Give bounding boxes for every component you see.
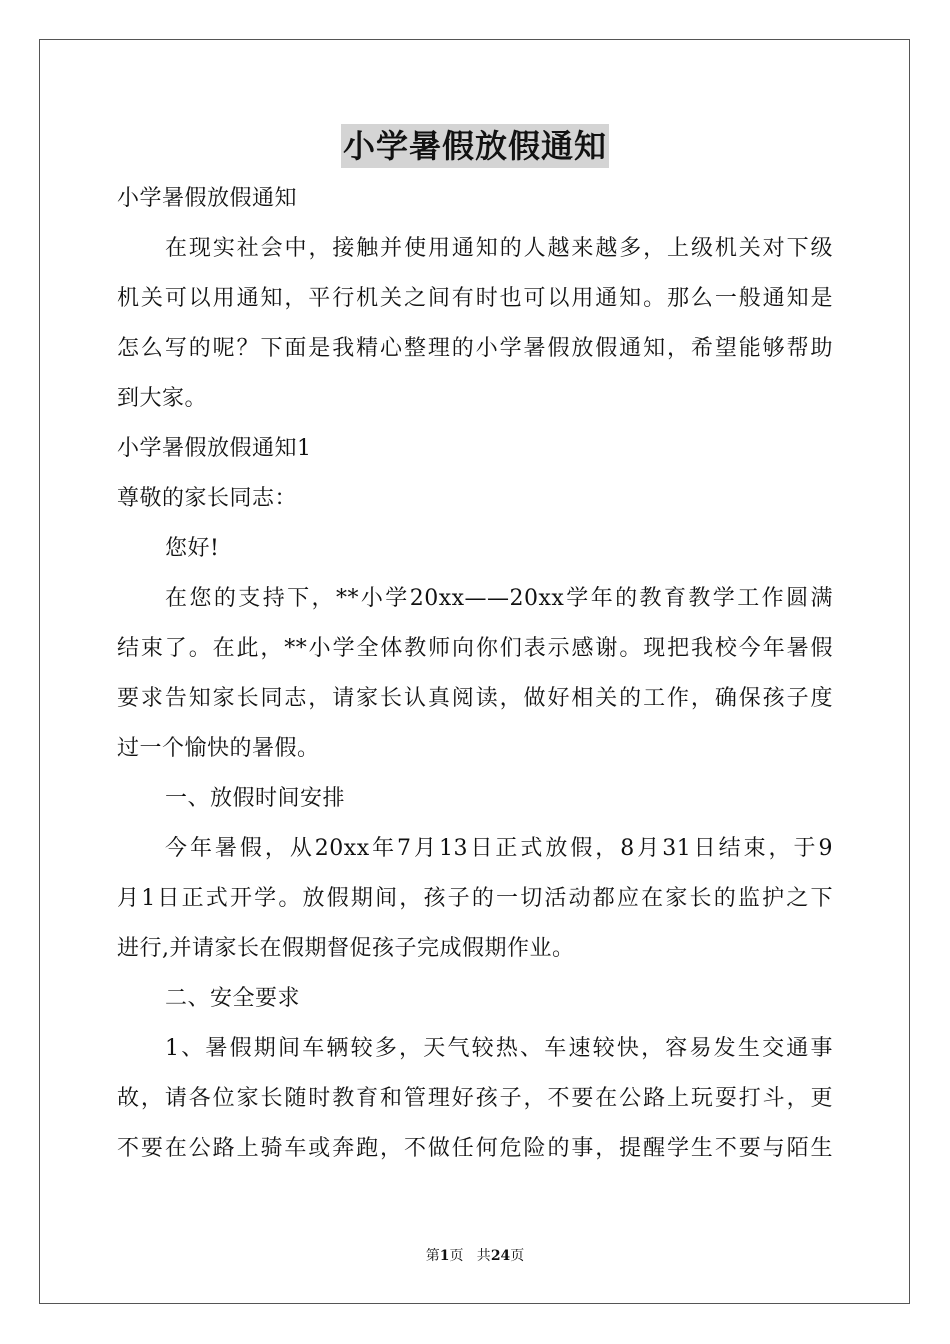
footer-page-suffix: 页 [510,1248,525,1264]
paragraph-line: 不要在公路上骑车或奔跑，不做任何危险的事，提醒学生不要与陌生 [117,1136,833,1161]
paragraph-line: 要求告知家长同志，请家长认真阅读，做好相关的工作，确保孩子度 [117,686,833,711]
page-footer [0,1246,950,1266]
salutation: 尊敬的家长同志： [117,486,298,511]
paragraph-line: 月1日正式开学。放假期间，孩子的一切活动都应在家长的监护之下 [117,886,833,911]
paragraph-line: 机关可以用通知，平行机关之间有时也可以用通知。那么一般通知是 [117,286,833,311]
greeting: 您好! [165,536,220,561]
paragraph-line: 故，请各位家长随时教育和管理好孩子，不要在公路上玩耍打斗，更 [117,1086,833,1111]
paragraph-line: 今年暑假，从20xx年7月13日正式放假，8月31日结束，于9 [165,836,833,861]
paragraph-line: 在现实社会中，接触并使用通知的人越来越多，上级机关对下级 [165,236,833,261]
paragraph-line: 怎么写的呢？下面是我精心整理的小学暑假放假通知，希望能够帮助 [117,336,833,361]
footer-page-total: 24 [490,1248,511,1264]
page-border [39,39,910,1304]
paragraph-line: 在您的支持下，**小学20xx——20xx学年的教育教学工作圆满 [165,586,833,611]
document-title: 小学暑假放假通知 [341,124,609,168]
paragraph-line: 到大家。 [117,386,208,411]
paragraph-line: 结束了。在此，**小学全体教师向你们表示感谢。现把我校今年暑假 [117,636,833,661]
footer-page-prefix: 第 [425,1248,440,1264]
subsection-heading: 一、放假时间安排 [165,786,346,811]
doc-subtitle: 小学暑假放假通知 [117,186,298,211]
paragraph-line: 进行,并请家长在假期督促孩子完成假期作业。 [117,936,575,961]
subsection-heading: 二、安全要求 [165,986,301,1011]
footer-page-current: 1 [439,1248,450,1264]
paragraph-line: 1、暑假期间车辆较多，天气较热、车速较快，容易发生交通事 [165,1036,833,1061]
title-container [0,124,950,168]
section-heading: 小学暑假放假通知1 [117,436,312,461]
footer-page-mid: 页 共 [449,1248,491,1264]
paragraph-line: 过一个愉快的暑假。 [117,736,320,761]
